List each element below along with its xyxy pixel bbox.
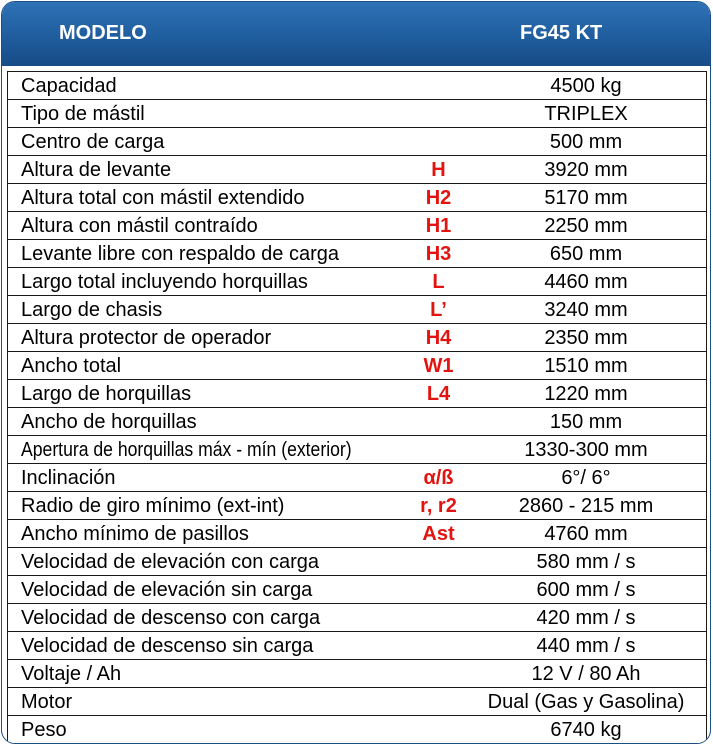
spec-label: Apertura de horquillas máx - mín (exterior) bbox=[21, 439, 352, 461]
spec-row bbox=[8, 100, 706, 128]
spec-label: Levante libre con respaldo de carga bbox=[21, 243, 339, 265]
spec-value: 6°/ 6° bbox=[561, 467, 611, 489]
spec-label: Altura con mástil contraído bbox=[21, 215, 258, 237]
spec-value: 500 mm bbox=[549, 131, 623, 153]
spec-value: 12 V / 80 Ah bbox=[531, 663, 641, 685]
spec-table bbox=[7, 71, 707, 743]
dimension-code: α/ß bbox=[423, 467, 454, 489]
dimension-code: H4 bbox=[425, 327, 452, 349]
spec-row bbox=[8, 72, 706, 100]
model-column-label: MODELO bbox=[59, 22, 147, 44]
spec-row bbox=[8, 324, 706, 352]
spec-label: Centro de carga bbox=[21, 131, 165, 153]
spec-label: Peso bbox=[21, 719, 67, 741]
spec-row bbox=[8, 352, 706, 380]
spec-value: 650 mm bbox=[549, 243, 623, 265]
spec-row bbox=[8, 660, 706, 688]
spec-row bbox=[8, 408, 706, 436]
dimension-code: r, r2 bbox=[420, 495, 457, 517]
spec-row bbox=[8, 436, 706, 464]
spec-value: 440 mm / s bbox=[536, 635, 636, 657]
spec-value: 4500 kg bbox=[550, 75, 622, 97]
spec-label: Radio de giro mínimo (ext-int) bbox=[21, 495, 285, 517]
spec-label: Velocidad de elevación sin carga bbox=[21, 579, 313, 601]
spec-row bbox=[8, 268, 706, 296]
spec-value: 2860 - 215 mm bbox=[518, 495, 654, 517]
spec-label: Motor bbox=[21, 691, 73, 713]
spec-value: 150 mm bbox=[549, 411, 623, 433]
spec-value: 1220 mm bbox=[544, 383, 628, 405]
spec-label: Ancho mínimo de pasillos bbox=[21, 523, 249, 545]
spec-row bbox=[8, 576, 706, 604]
spec-row bbox=[8, 548, 706, 576]
dimension-code: L4 bbox=[426, 383, 451, 405]
spec-label: Largo de horquillas bbox=[21, 383, 192, 405]
spec-value: 1330-300 mm bbox=[524, 439, 648, 461]
spec-value: 3920 mm bbox=[544, 159, 628, 181]
spec-value: 4760 mm bbox=[544, 523, 628, 545]
spec-row bbox=[8, 156, 706, 184]
spec-label: Altura de levante bbox=[21, 159, 172, 181]
spec-value: Dual (Gas y Gasolina) bbox=[487, 691, 685, 713]
dimension-code: H2 bbox=[425, 187, 452, 209]
spec-label: Capacidad bbox=[21, 75, 117, 97]
spec-value: 1510 mm bbox=[544, 355, 628, 377]
spec-value: TRIPLEX bbox=[544, 103, 628, 125]
spec-value: 4460 mm bbox=[544, 271, 628, 293]
spec-row bbox=[8, 296, 706, 324]
spec-row bbox=[8, 240, 706, 268]
spec-row bbox=[8, 212, 706, 240]
spec-value: 6740 kg bbox=[550, 719, 622, 741]
spec-row bbox=[8, 184, 706, 212]
spec-value: 420 mm / s bbox=[536, 607, 636, 629]
dimension-code: W1 bbox=[423, 355, 454, 377]
spec-row bbox=[8, 380, 706, 408]
dimension-code: Ast bbox=[422, 523, 455, 545]
dimension-code: H1 bbox=[425, 215, 452, 237]
dimension-code: L bbox=[432, 271, 445, 293]
spec-label: Ancho total bbox=[21, 355, 122, 377]
spec-label: Largo total incluyendo horquillas bbox=[21, 271, 308, 293]
spec-value: 2250 mm bbox=[544, 215, 628, 237]
spec-row bbox=[8, 464, 706, 492]
dimension-code: H3 bbox=[425, 243, 452, 265]
spec-label: Altura total con mástil extendido bbox=[21, 187, 305, 209]
spec-row bbox=[8, 492, 706, 520]
spec-row bbox=[8, 128, 706, 156]
dimension-code: H bbox=[431, 159, 446, 181]
spec-row bbox=[8, 520, 706, 548]
spec-value: 2350 mm bbox=[544, 327, 628, 349]
spec-row bbox=[8, 632, 706, 660]
spec-row bbox=[8, 688, 706, 716]
spec-label: Ancho de horquillas bbox=[21, 411, 197, 433]
model-name: FG45 KT bbox=[520, 22, 603, 44]
table-header bbox=[2, 2, 710, 66]
spec-value: 5170 mm bbox=[544, 187, 628, 209]
spec-label: Inclinación bbox=[21, 467, 116, 489]
spec-label: Velocidad de descenso sin carga bbox=[21, 635, 314, 657]
spec-value: 580 mm / s bbox=[536, 551, 636, 573]
spec-value: 3240 mm bbox=[544, 299, 628, 321]
spec-row bbox=[8, 604, 706, 632]
dimension-code: L’ bbox=[430, 299, 447, 321]
spec-label: Altura protector de operador bbox=[21, 327, 272, 349]
spec-row bbox=[8, 716, 706, 743]
spec-sheet-card bbox=[1, 1, 711, 744]
spec-label: Velocidad de descenso con carga bbox=[21, 607, 321, 629]
spec-value: 600 mm / s bbox=[536, 579, 636, 601]
spec-label: Largo de chasis bbox=[21, 299, 163, 321]
spec-label: Velocidad de elevación con carga bbox=[21, 551, 319, 573]
spec-label: Tipo de mástil bbox=[21, 103, 145, 125]
spec-label: Voltaje / Ah bbox=[21, 663, 122, 685]
